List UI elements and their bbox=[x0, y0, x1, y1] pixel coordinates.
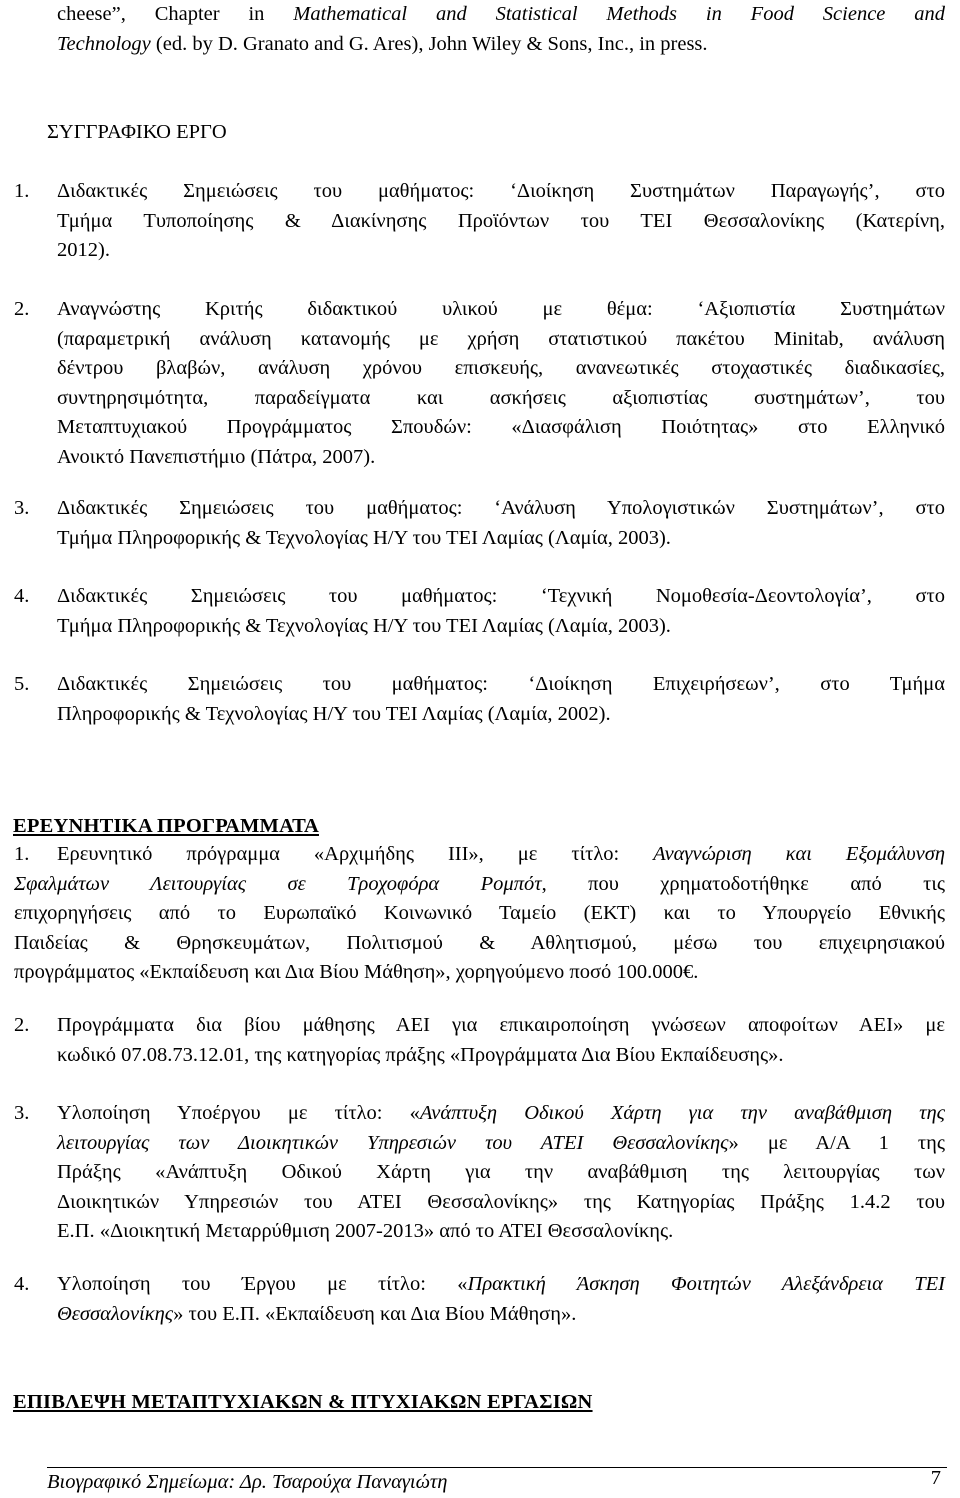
item-line: Τμήμα Πληροφορικής & Τεχνολογίας Η/Υ του ΤΕΙ Λαμίας (Λαμία, 2003). bbox=[57, 614, 671, 637]
page-footer bbox=[47, 1467, 947, 1498]
writing-item-5 bbox=[14, 670, 945, 729]
item-line bbox=[57, 1099, 945, 1129]
item-line: προγράμματος «Εκπαίδευση και Δια Βίου Μάθηση», χορηγούμενο ποσό 100.000€. bbox=[14, 961, 699, 983]
reference-line bbox=[57, 30, 945, 60]
item-line: Διδακτικές Σημειώσεις του μαθήματος: ‘Ανάλυση Υπολογιστικών Συστημάτων’, στο bbox=[57, 497, 945, 519]
footer-text: Βιογραφικό Σημείωμα: Δρ. Τσαρούχα Παναγιώτη bbox=[47, 1471, 448, 1493]
item-line: (παραμετρική ανάλυση κατανομής με χρήση στατιστικού πακέτου Minitab, ανάλυση bbox=[57, 327, 945, 350]
item-line bbox=[57, 295, 945, 325]
reference-book-title: Mathematical and Statistical Methods in Food Science and bbox=[293, 3, 945, 25]
item-number: 2. bbox=[14, 1014, 30, 1036]
reference-line bbox=[57, 0, 945, 30]
item-line: δέντρου βλαβών, ανάλυση χρόνου επισκευής, ανανεωτικές στοχαστικές διαδικασίες, bbox=[57, 357, 945, 379]
item-number: 4. bbox=[14, 1273, 30, 1295]
item-line: 2012). bbox=[57, 239, 110, 261]
item-number: 1. bbox=[14, 843, 30, 865]
item-line: Τμήμα Τυποποίησης & Διακίνησης Προϊόντων του ΤΕΙ Θεσσαλονίκης (Κατερίνη, bbox=[57, 209, 945, 232]
writing-item-3 bbox=[14, 494, 945, 553]
item-line bbox=[14, 870, 945, 900]
item-number: 5. bbox=[14, 673, 30, 695]
item-line: Πράξης «Ανάπτυξη Οδικού Χάρτη για την αναβάθμιση της λειτουργίας των bbox=[57, 1161, 945, 1183]
item-number: 3. bbox=[14, 497, 30, 519]
item-text: Υλοποίηση Υποέργου με τίτλο: « bbox=[57, 1102, 420, 1124]
item-line: Παιδείας & Θρησκευμάτων, Πολιτισμού & Αθλητισμού, μέσω του επιχειρησιακού bbox=[14, 931, 945, 954]
item-line: Προγράμματα δια βίου μάθησης ΑΕΙ για επικαιροποίηση γνώσεων αποφοίτων ΑΕΙ» με bbox=[57, 1014, 945, 1036]
writing-item-1 bbox=[14, 177, 945, 266]
writing-heading: ΣΥΓΓΡΑΦΙΚΟ ΕΡΓΟ bbox=[47, 121, 227, 143]
item-text: » του Ε.Π. «Εκπαίδευση και Δια Βίου Μάθηση». bbox=[173, 1302, 577, 1325]
item-line: Διδακτικές Σημειώσεις του μαθήματος: ‘Τεχνική Νομοθεσία-Δεοντολογία’, στο bbox=[57, 585, 945, 607]
research-heading: ΕΡΕΥΝΗΤΙΚΑ ΠΡΟΓΡΑΜΜΑΤΑ bbox=[13, 815, 319, 837]
page-number: 7 bbox=[930, 1467, 941, 1489]
supervision-heading: ΕΠΙΒΛΕΨΗ ΜΕΤΑΠΤΥΧΙΑΚΩΝ & ΠΤΥΧΙΑΚΩΝ ΕΡΓΑΣΙΩΝ bbox=[13, 1391, 593, 1413]
item-text: , που χρηματοδοτήθηκε από τις bbox=[541, 872, 945, 895]
item-line: συντηρησιμότητα, παραδείγματα και ασκήσεις αξιοπιστίας συστημάτων’, του bbox=[57, 386, 945, 409]
item-line bbox=[57, 840, 945, 870]
item-text: Ερευνητικό πρόγραμμα «Αρχιμήδης ΙΙΙ», με τίτλο: bbox=[57, 843, 654, 865]
item-line: Διοικητικών Υπηρεσιών του ΑΤΕΙ Θεσσαλονίκης» της Κατηγορίας Πράξης 1.4.2 του bbox=[57, 1190, 945, 1213]
item-text: » με Α/Α 1 της bbox=[728, 1131, 946, 1154]
item-number: 3. bbox=[14, 1102, 30, 1124]
reference-continuation bbox=[57, 0, 945, 59]
item-line: Μεταπτυχιακού Προγράμματος Σπουδών: «Διασφάλιση Ποιότητας» στο Ελληνικό bbox=[57, 416, 945, 438]
item-line: επιχορηγήσεις από το Ευρωπαϊκό Κοινωνικό Ταμείο (ΕΚΤ) και το Υπουργείο Εθνικής bbox=[14, 902, 945, 924]
item-line-text: Αναγνώστης Κριτής διδακτικού υλικού με θέμα: ‘Αξιοπιστία Συστημάτων bbox=[57, 298, 945, 320]
writing-item-4 bbox=[14, 582, 945, 641]
project-title: λειτουργίας των Διοικητικών Υπηρεσιών του ΑΤΕΙ Θεσσαλονίκης bbox=[57, 1131, 729, 1154]
item-line bbox=[57, 1129, 945, 1159]
item-line: Τμήμα Πληροφορικής & Τεχνολογίας Η/Υ του ΤΕΙ Λαμίας (Λαμία, 2003). bbox=[57, 526, 671, 549]
project-title: Θεσσαλονίκης bbox=[57, 1302, 174, 1325]
item-line bbox=[57, 1041, 945, 1071]
item-number: 4. bbox=[14, 585, 30, 607]
reference-text: (ed. by D. Granato and G. Ares), John Wiley & Sons, Inc., in press. bbox=[150, 32, 708, 55]
reference-text: cheese”, Chapter in bbox=[57, 3, 294, 25]
item-line: Ανοικτό Πανεπιστήμιο (Πάτρα, 2007). bbox=[57, 445, 376, 468]
project-title: Πρακτική Άσκηση Φοιτητών Αλεξάνδρεια ΤΕΙ bbox=[467, 1273, 945, 1295]
item-text: κωδικό 07.08.73.12.01, της κατηγορίας πράξης «Προγράμματα Δια Βίου Εκπαίδευσης». bbox=[57, 1043, 784, 1066]
item-text: Υλοποίηση του Έργου με τίτλο: « bbox=[57, 1273, 468, 1295]
item-line: Διδακτικές Σημειώσεις του μαθήματος: ‘Διοίκηση Συστημάτων Παραγωγής’, στο bbox=[57, 180, 945, 202]
item-number: 1. bbox=[14, 180, 30, 202]
project-title: Σφαλμάτων Λειτουργίας σε Τροχοφόρα Ρομπότ bbox=[14, 872, 542, 895]
project-title: Αναγνώριση και Εξομάλυνση bbox=[653, 843, 945, 865]
item-line: Πληροφορικής & Τεχνολογίας Η/Υ του ΤΕΙ Λαμίας (Λαμία, 2002). bbox=[57, 702, 611, 725]
item-line bbox=[57, 1270, 945, 1300]
project-title: Ανάπτυξη Οδικού Χάρτη για την αναβάθμιση της bbox=[419, 1102, 945, 1124]
item-line: Διδακτικές Σημειώσεις του μαθήματος: ‘Διοίκηση Επιχειρήσεων’, στο Τμήμα bbox=[57, 673, 945, 695]
item-number: 2. bbox=[14, 298, 30, 320]
item-line: Ε.Π. «Διοικητική Μεταρρύθμιση 2007-2013» από το ΑΤΕΙ Θεσσαλονίκης. bbox=[57, 1220, 674, 1242]
reference-book-title: Technology bbox=[57, 32, 151, 55]
item-line bbox=[57, 1300, 945, 1330]
